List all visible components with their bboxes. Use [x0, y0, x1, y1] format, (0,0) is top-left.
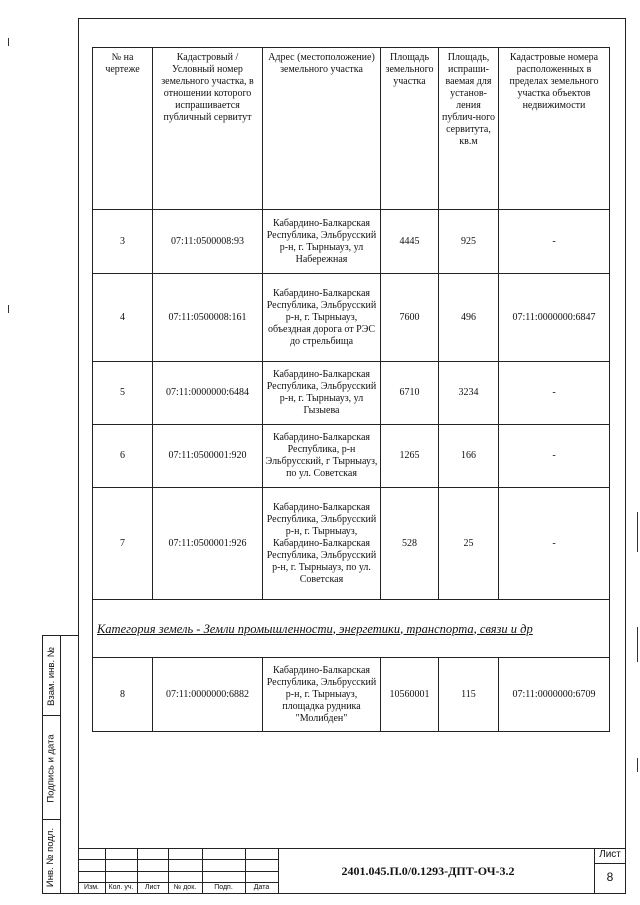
row-number: 4 [93, 274, 153, 362]
row-cadastral: 07:11:0500001:920 [153, 425, 263, 488]
row-address: Кабардино-Балкарская Республика, р-н Эльбрусский, г Тырныауз, по ул. Советская [263, 425, 381, 488]
row-objects: 07:11:0000000:6709 [499, 658, 610, 732]
row-address: Кабардино-Балкарская Республика, Эльбрусский р-н, г. Тырныауз, ул Набережная [263, 210, 381, 274]
row-area: 6710 [381, 362, 439, 425]
stamp-kol: Кол. уч. [108, 884, 134, 891]
col-header-address: Адрес (местоположение) земельного участка [263, 48, 381, 210]
title-block [78, 848, 626, 894]
stamp-podp: Подп. [214, 884, 233, 891]
row-cadastral: 07:11:0500001:926 [153, 488, 263, 600]
stamp-izm: Изм. [84, 884, 99, 891]
stamp-data: Дата [253, 884, 270, 891]
row-address: Кабардино-Балкарская Республика, Эльбрусский р-н, г. Тырныауз, ул Гызыева [263, 362, 381, 425]
table-row [93, 425, 610, 488]
stamp-list: Лист [144, 884, 161, 891]
table-row [93, 488, 610, 600]
col-header-area: Площадь земельного участка [381, 48, 439, 210]
table-row [93, 210, 610, 274]
row-number: 5 [93, 362, 153, 425]
row-area: 7600 [381, 274, 439, 362]
row-servitude-area: 166 [439, 425, 499, 488]
row-area: 528 [381, 488, 439, 600]
header-row [93, 48, 610, 210]
row-servitude-area: 115 [439, 658, 499, 732]
row-cadastral: 07:11:0000000:6484 [153, 362, 263, 425]
row-cadastral: 07:11:0500008:161 [153, 274, 263, 362]
row-address: Кабардино-Балкарская Республика, Эльбрусский р-н, г. Тырныауз, Кабардино-Балкарская Республика, Эльбрусский р-н, г. Тырныауз, по ул. Советская [263, 488, 381, 600]
col-header-servitude-area: Площадь, испраши-ваемая для установ-ления публич-ного сервитута, кв.м [439, 48, 499, 210]
row-objects: - [499, 210, 610, 274]
stamp-ndok: № док. [173, 884, 197, 891]
row-servitude-area: 3234 [439, 362, 499, 425]
row-number: 6 [93, 425, 153, 488]
row-area: 1265 [381, 425, 439, 488]
row-area: 10560001 [381, 658, 439, 732]
row-objects: - [499, 362, 610, 425]
row-servitude-area: 496 [439, 274, 499, 362]
category-row [93, 600, 610, 658]
col-header-number: № на чертеже [93, 48, 153, 210]
sheet-label: Лист [599, 849, 621, 860]
inventory-original-label: Инв. № подл. [45, 827, 57, 887]
row-number: 3 [93, 210, 153, 274]
row-address: Кабардино-Балкарская Республика, Эльбрусский р-н, г. Тырныауз, площадка рудника "Молибден" [263, 658, 381, 732]
row-number: 7 [93, 488, 153, 600]
row-objects: - [499, 425, 610, 488]
table-row [93, 362, 610, 425]
col-header-objects: Кадастровые номера расположенных в пределах земельного участка объектов недвижимости [499, 48, 610, 210]
row-area: 4445 [381, 210, 439, 274]
land-category: Категория земель - Земли промышленности, энергетики, транспорта, связи и др [93, 600, 610, 658]
row-address: Кабардино-Балкарская Республика, Эльбрусский р-н, г. Тырныауз, объездная дорога от РЭС до стрельбища [263, 274, 381, 362]
row-cadastral: 07:11:0500008:93 [153, 210, 263, 274]
servitude-table [92, 47, 610, 732]
side-stamp [42, 635, 79, 894]
sheet-number: 8 [606, 870, 614, 884]
row-number: 8 [93, 658, 153, 732]
row-servitude-area: 25 [439, 488, 499, 600]
document-number: 2401.045.П.0/0.1293-ДПТ-ОЧ-3.2 [341, 864, 515, 878]
replacement-inventory-label: Взам. инв. № [45, 646, 57, 706]
table-row [93, 274, 610, 362]
signature-date-label: Подпись и дата [45, 733, 57, 803]
col-header-cadastral: Кадастровый / Условный номер земельного участка, в отношении которого испрашивается публичный сервитут [153, 48, 263, 210]
row-objects: 07:11:0000000:6847 [499, 274, 610, 362]
table-row [93, 658, 610, 732]
row-objects: - [499, 488, 610, 600]
row-servitude-area: 925 [439, 210, 499, 274]
row-cadastral: 07:11:0000000:6882 [153, 658, 263, 732]
